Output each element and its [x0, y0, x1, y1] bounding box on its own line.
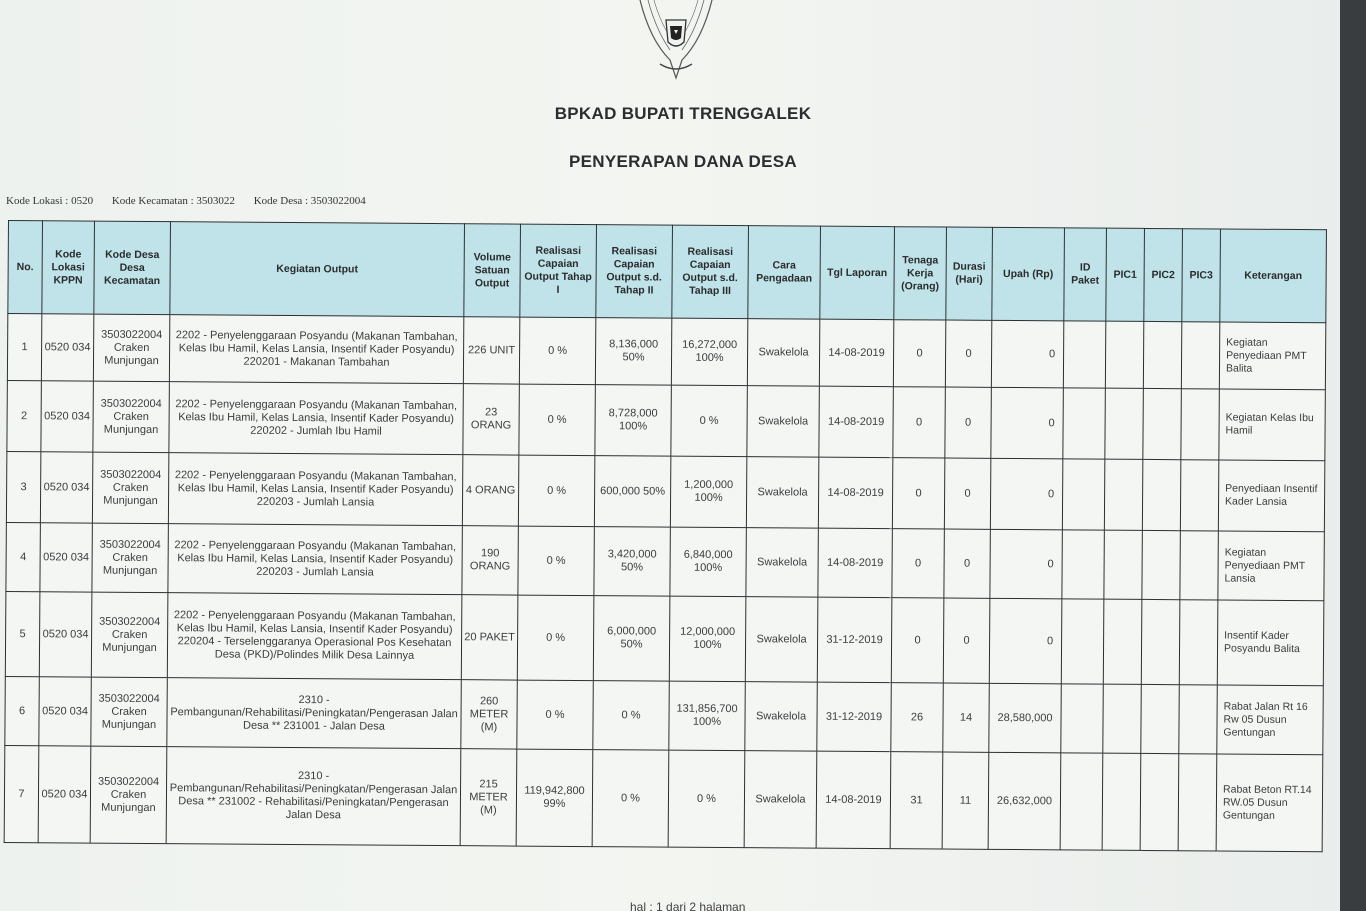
cell-tahap2: 0 % [592, 750, 669, 848]
cell-tenaga: 0 [892, 458, 944, 529]
cell-pic2 [1142, 530, 1180, 599]
cell-keterangan: Kegiatan Penyediaan PMT Lansia [1218, 531, 1324, 601]
col-header-id-paket: ID Paket [1064, 228, 1107, 321]
cell-upah: 0 [989, 598, 1062, 684]
cell-desa: 3503022004 Craken Munjungan [93, 314, 169, 382]
cell-upah: 0 [991, 320, 1063, 388]
cell-tahap3: 16,272,000 100% [671, 318, 747, 386]
table-row [6, 522, 1324, 600]
cell-tgl: 31-12-2019 [817, 682, 891, 752]
cell-tenaga: 0 [893, 387, 945, 458]
cell-keterangan: Kegiatan Kelas Ibu Hamil [1219, 389, 1325, 461]
cell-tgl: 14-08-2019 [819, 386, 893, 458]
cell-id-paket [1062, 530, 1104, 599]
cell-pic2 [1140, 753, 1179, 850]
report-table-wrapper [3, 220, 1325, 877]
cell-pic2 [1141, 599, 1180, 684]
cell-tahap2: 600,000 50% [594, 456, 670, 528]
cell-durasi: 0 [944, 529, 990, 598]
cell-pic2 [1141, 684, 1179, 753]
cell-id-paket [1061, 599, 1104, 684]
cell-pic3 [1179, 685, 1217, 754]
col-header-pic1: PIC1 [1106, 228, 1145, 321]
cell-desa: 3503022004 Craken Munjungan [90, 746, 167, 844]
cell-pic3 [1181, 322, 1219, 389]
cell-no: 2 [7, 380, 41, 451]
cell-tahap1: 0 % [517, 680, 593, 750]
cell-tahap3: 131,856,700 100% [669, 681, 745, 751]
location-codes [6, 195, 382, 207]
table-row [4, 745, 1323, 851]
table-header-row [8, 221, 1327, 323]
cell-durasi: 0 [945, 320, 991, 387]
cell-tahap3: 1,200,000 100% [670, 456, 746, 528]
cell-volume: 190 ORANG [462, 526, 518, 595]
cell-volume: 4 ORANG [462, 455, 518, 526]
cell-tahap1: 0 % [517, 595, 594, 681]
cell-pic1 [1105, 321, 1143, 388]
page-footer: hal : 1 dari 2 halaman [630, 900, 746, 911]
kode-lokasi: Kode Lokasi : 0520 [6, 195, 94, 207]
cell-pic2 [1143, 388, 1181, 459]
cell-tahap1: 0 % [519, 317, 595, 385]
cell-kegiatan: 2310 - Pembangunan/Rehabilitasi/Peningkatan/Pengerasan Jalan Desa ** 231001 - Jalan Desa [167, 678, 461, 749]
cell-no: 6 [5, 676, 39, 745]
cell-kppn: 0520 034 [38, 746, 91, 843]
cell-pic1 [1103, 684, 1141, 753]
report-table [4, 220, 1327, 852]
cell-no: 1 [7, 314, 41, 381]
cell-cara: Swakelola [746, 457, 818, 529]
table-row [7, 314, 1325, 390]
cell-pic3 [1179, 600, 1218, 685]
col-header-keterangan: Keterangan [1220, 229, 1327, 323]
cell-no: 3 [6, 451, 40, 522]
table-row [5, 676, 1323, 754]
cell-no: 4 [6, 522, 40, 591]
cell-tgl: 14-08-2019 [818, 457, 892, 529]
cell-tenaga: 0 [891, 598, 944, 683]
cell-tenaga: 26 [891, 683, 943, 752]
cell-id-paket [1063, 388, 1105, 459]
cell-upah: 0 [990, 529, 1062, 599]
cell-kegiatan: 2202 - Penyelenggaraan Posyandu (Makanan Tambahan, Kelas Ibu Hamil, Kelas Lansia, Insentif Kader Posyandu) 220204 - Terselenggaranya Operasional Pos Kesehatan Desa (PKD)/Polindes Milik Desa Lainnya [167, 593, 462, 680]
report-title: PENYERAPAN DANA DESA [569, 152, 797, 171]
cell-kppn: 0520 034 [41, 381, 93, 452]
cell-tgl: 14-08-2019 [816, 751, 891, 849]
cell-pic1 [1105, 388, 1143, 459]
cell-id-paket [1061, 684, 1103, 753]
cell-pic3 [1178, 754, 1217, 851]
cell-kppn: 0520 034 [41, 314, 93, 381]
cell-durasi: 11 [942, 752, 989, 849]
col-header-upah: Upah (Rp) [992, 227, 1065, 321]
cell-tahap2: 8,728,000 100% [595, 385, 671, 457]
cell-cara: Swakelola [745, 682, 817, 752]
col-header-volume: Volume Satuan Output [464, 224, 521, 317]
col-header-tenaga: Tenaga Kerja (Orang) [894, 227, 947, 320]
col-header-cara: Cara Pengadaan [748, 226, 821, 320]
cell-durasi: 0 [944, 458, 990, 529]
cell-no: 5 [5, 591, 40, 676]
cell-keterangan: Insentif Kader Posyandu Balita [1217, 600, 1324, 686]
col-header-tahap2: Realisasi Capaian Output s.d. Tahap II [596, 225, 673, 319]
col-header-pic3: PIC3 [1182, 229, 1221, 322]
cell-kegiatan: 2202 - Penyelenggaraan Posyandu (Makanan Tambahan, Kelas Ibu Hamil, Kelas Lansia, Insentif Kader Posyandu) 220202 - Jumlah Ibu Hamil [169, 382, 463, 455]
cell-tahap3: 6,840,000 100% [670, 527, 746, 597]
cell-volume: 226 UNIT [463, 317, 519, 384]
cell-upah: 26,632,000 [988, 752, 1061, 850]
table-row [7, 380, 1325, 460]
cell-tahap1: 119,942,800 99% [516, 749, 593, 847]
col-header-tahap1: Realisasi Capaian Output Tahap I [520, 224, 597, 318]
cell-tgl: 14-08-2019 [818, 528, 892, 598]
cell-tenaga: 0 [893, 320, 945, 387]
cell-pic2 [1143, 321, 1181, 388]
cell-id-paket [1063, 321, 1105, 388]
cell-durasi: 0 [945, 387, 991, 458]
cell-pic1 [1103, 599, 1142, 684]
table-row [6, 451, 1324, 531]
col-header-no: No. [8, 221, 43, 314]
cell-pic3 [1180, 460, 1218, 531]
cell-desa: 3503022004 Craken Munjungan [92, 523, 168, 593]
cell-keterangan: Penyediaan Insentif Kader Lansia [1218, 460, 1324, 532]
cell-kppn: 0520 034 [39, 592, 92, 677]
cell-keterangan: Kegiatan Penyediaan PMT Balita [1219, 322, 1325, 390]
cell-pic3 [1181, 389, 1219, 460]
kode-kecamatan: Kode Kecamatan : 3503022 [111, 195, 235, 207]
cell-tahap2: 8,136,000 50% [595, 318, 671, 386]
cell-kppn: 0520 034 [40, 523, 92, 592]
cell-upah: 0 [990, 458, 1062, 530]
kode-desa: Kode Desa : 3503022004 [253, 195, 366, 207]
cell-tahap2: 6,000,000 50% [593, 596, 670, 682]
cell-volume: 23 ORANG [463, 384, 519, 455]
cell-desa: 3503022004 Craken Munjungan [91, 677, 167, 747]
cell-volume: 20 PAKET [461, 595, 518, 680]
cell-desa: 3503022004 Craken Munjungan [92, 452, 168, 524]
cell-id-paket [1062, 459, 1104, 530]
cell-cara: Swakelola [746, 528, 818, 598]
table-row [5, 591, 1324, 685]
cell-upah: 28,580,000 [989, 683, 1061, 753]
cell-tgl: 14-08-2019 [819, 319, 893, 387]
cell-kegiatan: 2202 - Penyelenggaraan Posyandu (Makanan Tambahan, Kelas Ibu Hamil, Kelas Lansia, Insentif Kader Posyandu) 220203 - Jumlah Lansia [168, 524, 462, 595]
cell-pic1 [1102, 753, 1141, 850]
cell-tahap1: 0 % [518, 455, 594, 527]
col-header-pic2: PIC2 [1144, 228, 1183, 321]
cell-tahap1: 0 % [518, 526, 594, 596]
cell-tahap3: 0 % [671, 385, 747, 457]
organization-title: BPKAD BUPATI TRENGGALEK [554, 104, 812, 123]
garuda-emblem-icon [630, 0, 722, 82]
cell-tahap3: 12,000,000 100% [669, 596, 746, 682]
cell-kegiatan: 2202 - Penyelenggaraan Posyandu (Makanan Tambahan, Kelas Ibu Hamil, Kelas Lansia, Insentif Kader Posyandu) 220201 - Makanan Tambahan [169, 315, 463, 384]
cell-kppn: 0520 034 [40, 452, 92, 523]
cell-tahap1: 0 % [519, 384, 595, 456]
cell-kegiatan: 2202 - Penyelenggaraan Posyandu (Makanan Tambahan, Kelas Ibu Hamil, Kelas Lansia, Insentif Kader Posyandu) 220203 - Jumlah Lansia [168, 453, 462, 526]
col-header-kppn: Kode Lokasi KPPN [42, 221, 95, 314]
cell-tgl: 31-12-2019 [817, 597, 892, 683]
cell-cara: Swakelola [744, 751, 817, 849]
cell-keterangan: Rabat Jalan Rt 16 Rw 05 Dusun Gentungan [1217, 685, 1323, 755]
cell-kppn: 0520 034 [39, 677, 91, 746]
cell-cara: Swakelola [745, 597, 818, 683]
cell-pic1 [1104, 459, 1142, 530]
cell-tenaga: 31 [890, 752, 943, 849]
col-header-tahap3: Realisasi Capaian Output s.d. Tahap III [672, 225, 749, 319]
col-header-tgl: Tgl Laporan [820, 226, 895, 320]
cell-durasi: 0 [943, 598, 990, 683]
cell-pic1 [1104, 530, 1142, 599]
cell-volume: 215 METER (M) [460, 749, 517, 846]
cell-pic2 [1142, 459, 1180, 530]
cell-id-paket [1060, 753, 1103, 850]
cell-no: 7 [4, 745, 39, 842]
cell-volume: 260 METER (M) [461, 680, 517, 749]
cell-tenaga: 0 [892, 529, 944, 598]
col-header-durasi: Durasi (Hari) [946, 227, 993, 320]
cell-tahap2: 3,420,000 50% [594, 527, 670, 597]
cell-upah: 0 [991, 387, 1063, 459]
cell-pic3 [1180, 531, 1218, 600]
cell-tahap3: 0 % [668, 750, 745, 848]
col-header-desa: Kode Desa Desa Kecamatan [94, 221, 171, 315]
col-header-kegiatan: Kegiatan Output [170, 222, 465, 317]
cell-tahap2: 0 % [593, 681, 669, 751]
cell-cara: Swakelola [747, 319, 819, 387]
cell-keterangan: Rabat Beton RT.14 RW.05 Dusun Gentungan [1216, 754, 1323, 852]
cell-desa: 3503022004 Craken Munjungan [93, 381, 169, 453]
cell-durasi: 14 [943, 683, 989, 752]
cell-cara: Swakelola [747, 386, 819, 458]
cell-desa: 3503022004 Craken Munjungan [91, 592, 168, 678]
cell-kegiatan: 2310 - Pembangunan/Rehabilitasi/Peningkatan/Pengerasan Jalan Desa ** 231002 - Rehabilitasi/Peningkatan/Pengerasan Jalan Desa [166, 747, 461, 846]
